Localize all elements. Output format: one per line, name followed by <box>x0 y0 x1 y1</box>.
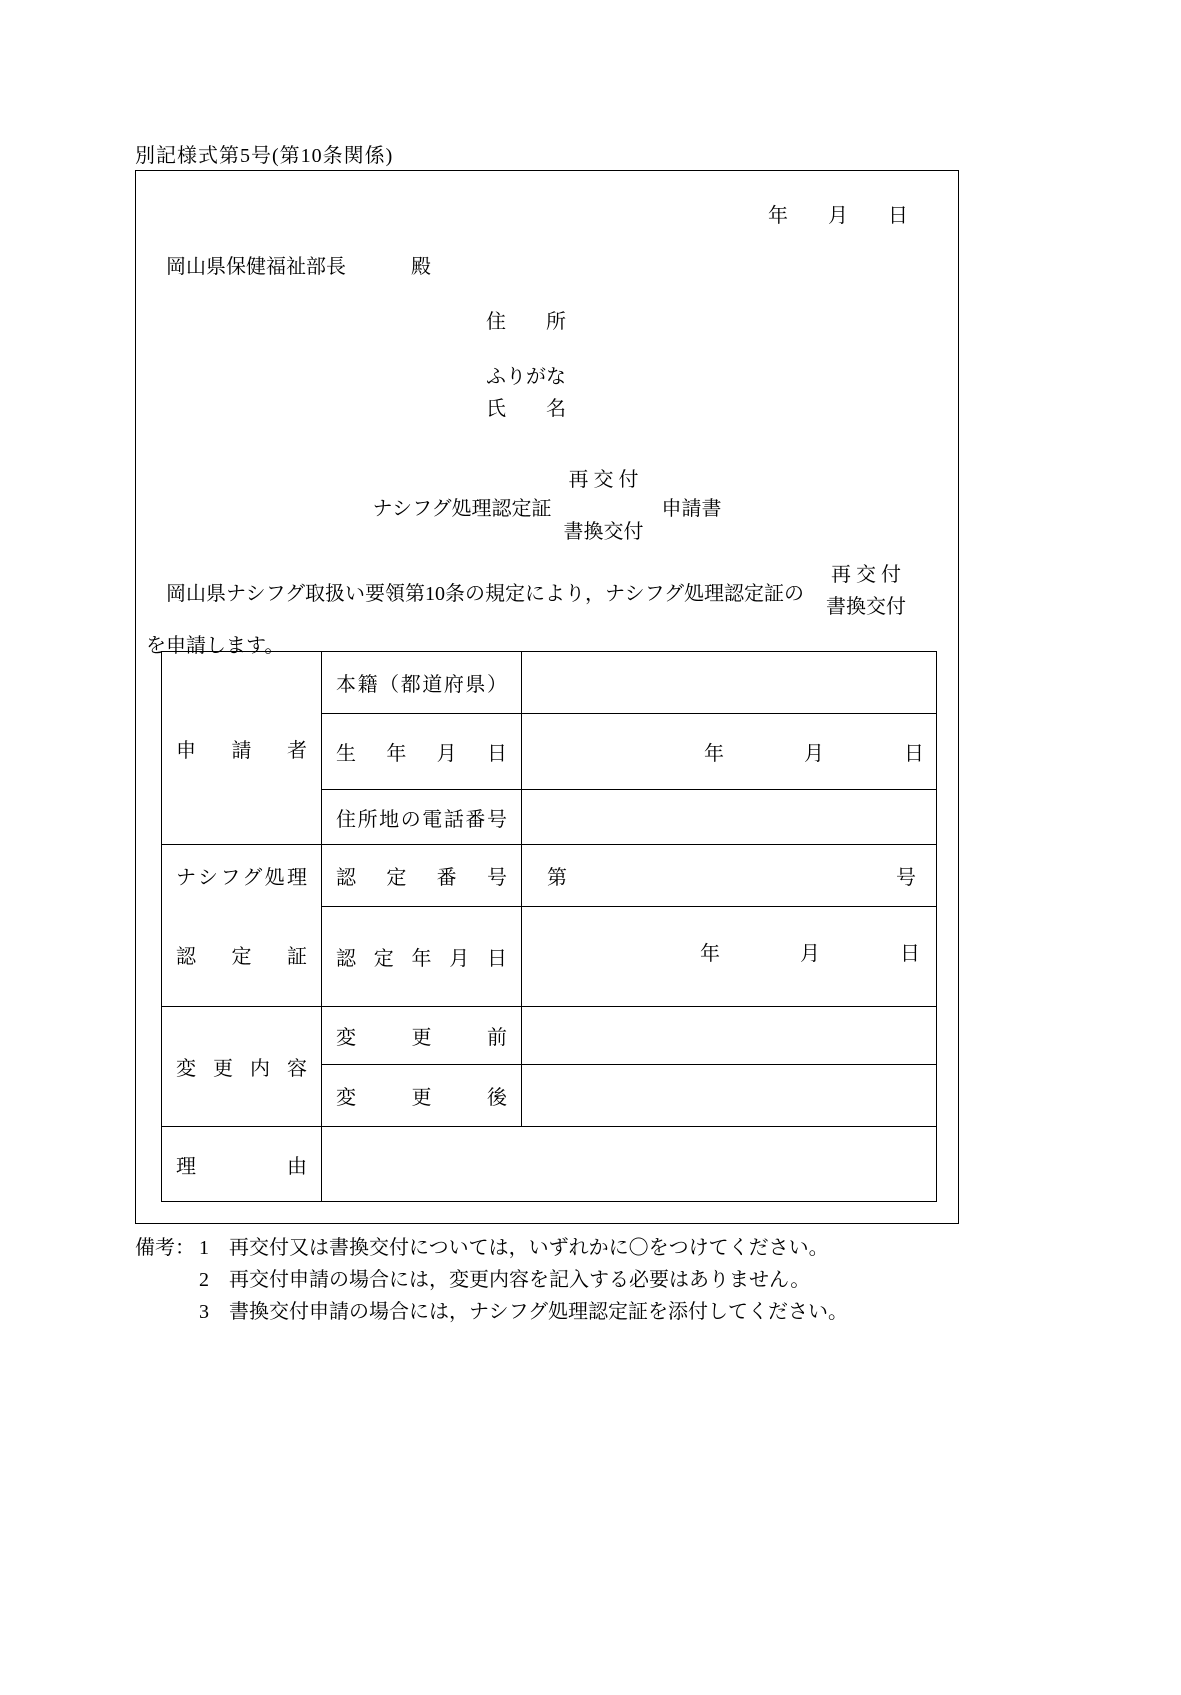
remark-item <box>135 1270 1055 1291</box>
table-row <box>162 652 937 714</box>
address-label: 住 所 <box>486 311 566 333</box>
certificate-header-line2: 認定証 <box>176 945 307 968</box>
remark-number: 1 <box>199 1237 209 1259</box>
rewrite-option: 書換交付 <box>826 596 906 618</box>
change-before-label: 変更前 <box>322 1007 522 1065</box>
change-after-value <box>522 1065 937 1127</box>
application-title <box>136 461 958 551</box>
reason-header-cell: 理由 <box>162 1127 322 1202</box>
body-text-line1: 岡山県ナシフグ取扱い要領第10条の規定により，ナシフグ処理認定証の <box>146 582 804 605</box>
change-before-value <box>522 1007 937 1065</box>
furigana-label: ふりがな <box>486 366 566 388</box>
name-label: 氏 名 <box>486 398 566 420</box>
addressee-line <box>166 250 431 279</box>
reissue-option: 再 交 付 <box>568 469 639 491</box>
remark-item <box>135 1238 1055 1259</box>
form-number-label: 別記様式第5号(第10条関係) <box>135 145 394 167</box>
form-box <box>135 170 959 1224</box>
addressee-honorific: 殿 <box>411 256 431 278</box>
remark-item <box>135 1302 1055 1323</box>
certificate-number-suffix: 号 <box>896 867 916 889</box>
application-table <box>161 651 937 1202</box>
birthdate-value: 年 月 日 <box>522 714 937 790</box>
birthdate-label: 生年月日 <box>322 714 522 790</box>
certificate-date-value: 年 月 日 <box>522 907 937 1007</box>
remark-text: 再交付申請の場合には，変更内容を記入する必要はありません。 <box>229 1269 811 1291</box>
table-row <box>162 1127 937 1202</box>
date-line: 年 月 日 <box>768 205 908 227</box>
certificate-date-label: 認定年月日 <box>322 907 522 1007</box>
registered-domicile-value <box>522 652 937 714</box>
remark-text: 再交付又は書換交付については，いずれかに〇をつけてください。 <box>229 1237 829 1259</box>
application-body <box>146 559 950 658</box>
remarks-prefix-spacer <box>135 1270 199 1291</box>
certificate-number-value <box>522 845 937 907</box>
rewrite-option: 書換交付 <box>563 521 644 543</box>
change-header-cell: 変更内容 <box>162 1007 322 1127</box>
change-after-label: 変更後 <box>322 1065 522 1127</box>
title-certificate-text: ナシフグ処理認定証 <box>372 497 552 520</box>
phone-label: 住所地の電話番号 <box>322 790 522 845</box>
remarks-section <box>135 1238 1055 1334</box>
phone-value <box>522 790 937 845</box>
remark-number: 3 <box>199 1301 209 1323</box>
registered-domicile-label: 本籍（都道府県） <box>322 652 522 714</box>
reason-value <box>322 1127 937 1202</box>
body-issue-options <box>826 559 906 623</box>
certificate-number-prefix: 第 <box>547 867 567 889</box>
remarks-prefix: 備考： <box>135 1237 195 1259</box>
remarks-prefix-spacer <box>135 1302 199 1323</box>
table-row <box>162 1007 937 1065</box>
certificate-number-label: 認定番号 <box>322 845 522 907</box>
remark-number: 2 <box>199 1269 209 1291</box>
applicant-header-cell: 申請者 <box>162 652 322 845</box>
addressee-title: 岡山県保健福祉部長 <box>166 256 346 278</box>
table-row <box>162 845 937 907</box>
title-issue-options <box>564 454 644 558</box>
certificate-header-cell <box>162 845 322 1007</box>
reissue-option: 再 交 付 <box>831 564 901 586</box>
title-application-text: 申請書 <box>661 497 722 520</box>
remark-text: 書換交付申請の場合には，ナシフグ処理認定証を添付してください。 <box>229 1301 848 1323</box>
certificate-header-line1: ナシフグ処理 <box>176 866 307 889</box>
body-text-line2: を申請します。 <box>146 635 285 657</box>
